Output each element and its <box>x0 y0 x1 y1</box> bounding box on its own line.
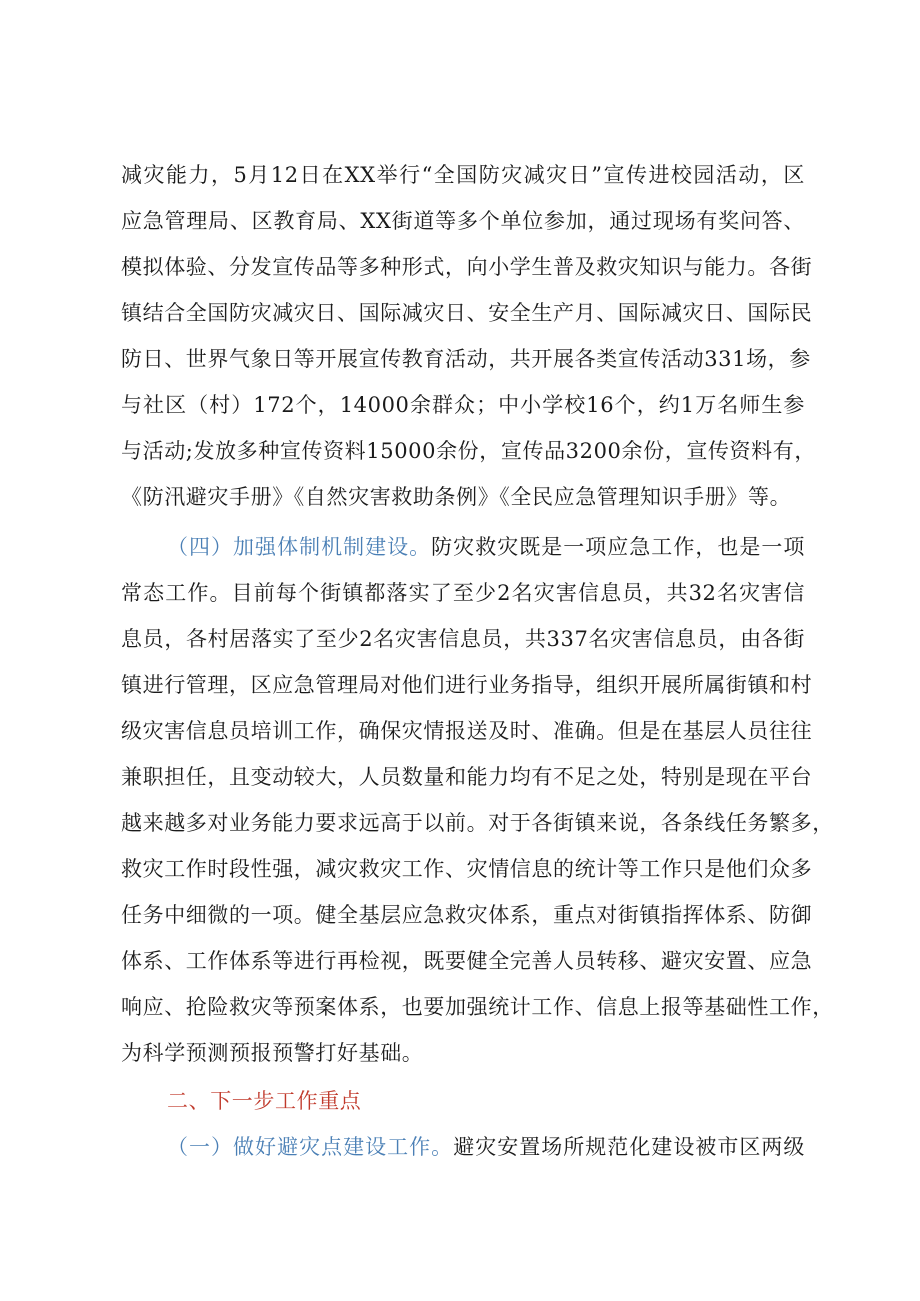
section-four-first-line <box>167 532 805 562</box>
paragraph-line: 与社区（村）172个，14000余群众；中小学校16个，约1万名师生参 <box>121 393 805 417</box>
section-one-first-line-text: 避灾安置场所规范化建设被市区两级 <box>453 1135 805 1159</box>
part-two-heading: 二、下一步工作重点 <box>167 1089 362 1113</box>
paragraph-line: 越来越多对业务能力要求远高于以前。对于各街镇来说，各条线任务繁多， <box>121 811 834 835</box>
paragraph-line: 息员，各村居落实了至少2名灾害信息员，共337名灾害信息员，由各街 <box>121 627 805 651</box>
section-four-first-line-text: 防灾救灾既是一项应急工作，也是一项 <box>431 535 805 559</box>
paragraph-line: 减灾能力，5月12日在XX举行“全国防灾减灾日”宣传进校园活动，区 <box>121 163 805 187</box>
paragraph-line: 体系、工作体系等进行再检视，既要健全完善人员转移、避灾安置、应急 <box>121 949 813 973</box>
paragraph-line: 响应、抢险救灾等预案体系，也要加强统计工作、信息上报等基础性工作， <box>121 995 834 1019</box>
section-one-first-line <box>167 1132 805 1162</box>
section-one-heading: （一）做好避灾点建设工作。 <box>167 1135 454 1159</box>
paragraph-line: 常态工作。目前每个街镇都落实了至少2名灾害信息员，共32名灾害信 <box>121 581 805 605</box>
paragraph-line: 镇结合全国防灾减灾日、国际减灾日、安全生产月、国际减灾日、国际民 <box>121 301 813 325</box>
paragraph-line: 为科学预测预报预警打好基础。 <box>121 1041 424 1065</box>
paragraph-line: 与活动;发放多种宣传资料15000余份，宣传品3200余份，宣传资料有， <box>121 439 816 463</box>
paragraph-line: 应急管理局、区教育局、XX街道等多个单位参加，通过现场有奖问答、 <box>121 209 805 233</box>
paragraph-line: 《防汛避灾手册》《自然灾害救助条例》《全民应急管理知识手册》等。 <box>121 485 792 509</box>
paragraph-line: 镇进行管理，区应急管理局对他们进行业务指导，组织开展所属街镇和村 <box>121 673 813 697</box>
paragraph-line: 任务中细微的一项。健全基层应急救灾体系，重点对街镇指挥体系、防御 <box>121 903 813 927</box>
paragraph-line: 模拟体验、分发宣传品等多种形式，向小学生普及救灾知识与能力。各街 <box>121 255 813 279</box>
paragraph-line: 级灾害信息员培训工作，确保灾情报送及时、准确。但是在基层人员往往 <box>121 719 813 743</box>
paragraph-line: 救灾工作时段性强，减灾救灾工作、灾情信息的统计等工作只是他们众多 <box>121 857 813 881</box>
section-four-heading: （四）加强体制机制建设。 <box>167 535 432 559</box>
paragraph-line: 兼职担任，且变动较大，人员数量和能力均有不足之处，特别是现在平台 <box>121 765 813 789</box>
paragraph-line: 防日、世界气象日等开展宣传教育活动，共开展各类宣传活动331场，参 <box>121 347 811 371</box>
